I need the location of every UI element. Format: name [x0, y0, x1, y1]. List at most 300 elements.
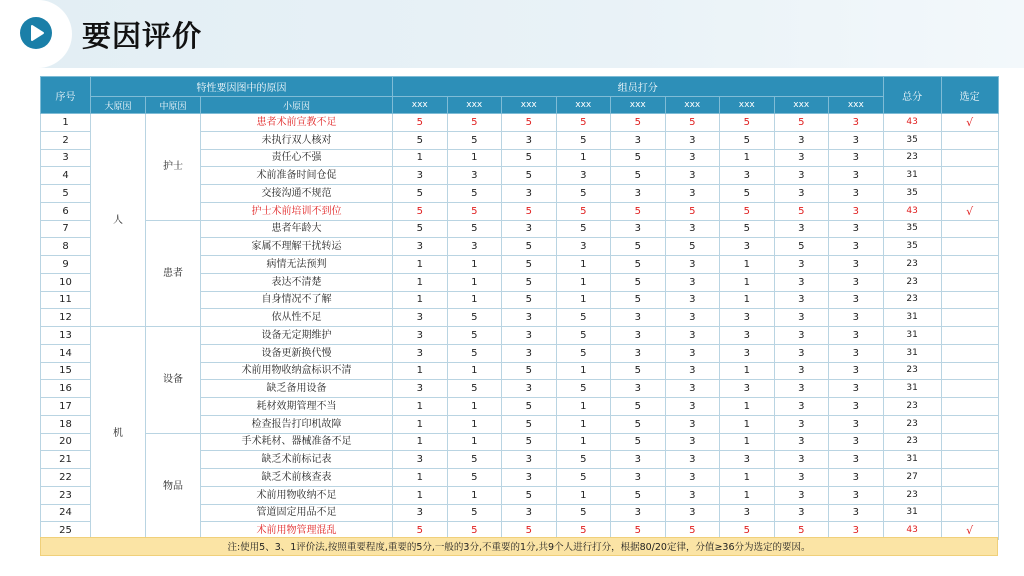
- score-cell: 3: [502, 469, 557, 487]
- score-cell: 5: [556, 202, 611, 220]
- selected-mark: [941, 291, 998, 309]
- score-cell: 1: [447, 256, 502, 274]
- score-cell: 5: [556, 309, 611, 327]
- small-cause-cell: 交接沟通不规范: [201, 185, 393, 203]
- score-cell: 5: [447, 451, 502, 469]
- score-cell: 1: [556, 398, 611, 416]
- score-cell: 5: [720, 220, 775, 238]
- row-number: 13: [41, 327, 91, 345]
- evaluation-table: [40, 76, 999, 540]
- score-cell: 3: [611, 380, 666, 398]
- small-cause-cell: 护士术前培训不到位: [201, 202, 393, 220]
- score-cell: 3: [720, 380, 775, 398]
- score-cell: 5: [556, 380, 611, 398]
- score-cell: 3: [720, 344, 775, 362]
- score-cell: 5: [611, 202, 666, 220]
- total-cell: 23: [883, 362, 941, 380]
- selected-mark: [941, 185, 998, 203]
- row-number: 3: [41, 149, 91, 167]
- selected-mark: [941, 167, 998, 185]
- score-cell: 3: [829, 114, 884, 132]
- score-cell: 5: [720, 522, 775, 540]
- total-cell: 31: [883, 344, 941, 362]
- selected-mark: [941, 398, 998, 416]
- score-cell: 3: [502, 131, 557, 149]
- selected-mark: [941, 238, 998, 256]
- score-cell: 3: [774, 469, 829, 487]
- col-rater: xxx: [720, 97, 775, 114]
- score-cell: 1: [720, 415, 775, 433]
- total-cell: 23: [883, 415, 941, 433]
- score-cell: 5: [611, 238, 666, 256]
- selected-mark: [941, 362, 998, 380]
- score-cell: 3: [611, 220, 666, 238]
- score-cell: 5: [502, 149, 557, 167]
- score-cell: 3: [665, 220, 720, 238]
- col-rater: xxx: [447, 97, 502, 114]
- total-cell: 23: [883, 273, 941, 291]
- small-cause-cell: 术前用物管理混乱: [201, 522, 393, 540]
- score-cell: 1: [447, 415, 502, 433]
- score-cell: 3: [611, 309, 666, 327]
- small-cause-cell: 责任心不强: [201, 149, 393, 167]
- score-cell: 5: [447, 202, 502, 220]
- score-cell: 5: [611, 291, 666, 309]
- score-cell: 3: [829, 362, 884, 380]
- small-cause-cell: 检查报告打印机故障: [201, 415, 393, 433]
- mid-cause-cell: 设备: [146, 327, 201, 434]
- selected-mark: [941, 380, 998, 398]
- mid-cause-cell: 物品: [146, 433, 201, 540]
- score-cell: 3: [393, 167, 448, 185]
- score-cell: 5: [611, 273, 666, 291]
- table-row: [41, 220, 999, 238]
- score-cell: 1: [447, 433, 502, 451]
- score-cell: 5: [447, 522, 502, 540]
- score-cell: 3: [665, 344, 720, 362]
- score-cell: 5: [774, 522, 829, 540]
- col-selected: 选定: [941, 77, 998, 114]
- row-number: 4: [41, 167, 91, 185]
- row-number: 6: [41, 202, 91, 220]
- score-cell: 3: [829, 202, 884, 220]
- row-number: 7: [41, 220, 91, 238]
- table-row: [41, 327, 999, 345]
- row-number: 25: [41, 522, 91, 540]
- score-cell: 1: [720, 256, 775, 274]
- selected-mark: [941, 451, 998, 469]
- score-cell: 3: [774, 504, 829, 522]
- row-number: 5: [41, 185, 91, 203]
- small-cause-cell: 缺乏术前标记表: [201, 451, 393, 469]
- total-cell: 35: [883, 131, 941, 149]
- score-cell: 5: [502, 202, 557, 220]
- total-cell: 27: [883, 469, 941, 487]
- row-number: 10: [41, 273, 91, 291]
- small-cause-cell: 家属不理解干扰转运: [201, 238, 393, 256]
- small-cause-cell: 手术耗材、器械准备不足: [201, 433, 393, 451]
- score-cell: 5: [665, 522, 720, 540]
- score-cell: 1: [393, 149, 448, 167]
- score-cell: 3: [829, 433, 884, 451]
- col-big-cause: 大原因: [91, 97, 146, 114]
- col-total: 总分: [883, 77, 941, 114]
- score-cell: 3: [393, 344, 448, 362]
- row-number: 22: [41, 469, 91, 487]
- score-cell: 1: [393, 486, 448, 504]
- score-cell: 3: [665, 327, 720, 345]
- row-number: 23: [41, 486, 91, 504]
- col-scores-group: 组员打分: [393, 77, 884, 97]
- score-cell: 3: [774, 149, 829, 167]
- total-cell: 35: [883, 220, 941, 238]
- score-cell: 3: [774, 486, 829, 504]
- score-cell: 3: [502, 504, 557, 522]
- row-number: 1: [41, 114, 91, 132]
- score-cell: 3: [665, 256, 720, 274]
- row-number: 24: [41, 504, 91, 522]
- row-number: 20: [41, 433, 91, 451]
- score-cell: 5: [611, 256, 666, 274]
- score-cell: 3: [829, 185, 884, 203]
- small-cause-cell: 未执行双人核对: [201, 131, 393, 149]
- score-cell: 5: [393, 202, 448, 220]
- score-cell: 5: [447, 380, 502, 398]
- score-cell: 3: [774, 433, 829, 451]
- total-cell: 43: [883, 522, 941, 540]
- score-cell: 5: [611, 415, 666, 433]
- score-cell: 3: [829, 220, 884, 238]
- small-cause-cell: 病情无法预判: [201, 256, 393, 274]
- score-cell: 1: [720, 433, 775, 451]
- score-cell: 1: [556, 433, 611, 451]
- score-cell: 3: [774, 327, 829, 345]
- score-cell: 5: [611, 398, 666, 416]
- total-cell: 23: [883, 256, 941, 274]
- total-cell: 31: [883, 380, 941, 398]
- score-cell: 3: [720, 309, 775, 327]
- score-cell: 3: [665, 362, 720, 380]
- score-cell: 3: [665, 167, 720, 185]
- score-cell: 3: [829, 167, 884, 185]
- selected-mark: [941, 149, 998, 167]
- score-cell: 5: [611, 167, 666, 185]
- total-cell: 23: [883, 398, 941, 416]
- selected-mark: [941, 327, 998, 345]
- page-title: 要因评价: [82, 19, 203, 53]
- small-cause-cell: 管道固定用品不足: [201, 504, 393, 522]
- score-cell: 3: [611, 451, 666, 469]
- score-cell: 5: [611, 149, 666, 167]
- small-cause-cell: 依从性不足: [201, 309, 393, 327]
- score-cell: 3: [611, 327, 666, 345]
- selected-mark: [941, 220, 998, 238]
- play-icon: [20, 17, 52, 49]
- selected-mark: [941, 504, 998, 522]
- score-cell: 5: [447, 504, 502, 522]
- col-seq: 序号: [41, 77, 91, 114]
- score-cell: 3: [502, 344, 557, 362]
- score-cell: 3: [774, 291, 829, 309]
- score-cell: 3: [665, 451, 720, 469]
- total-cell: 43: [883, 202, 941, 220]
- score-cell: 3: [665, 398, 720, 416]
- table-row: [41, 433, 999, 451]
- score-cell: 3: [829, 504, 884, 522]
- score-cell: 5: [447, 185, 502, 203]
- score-cell: 5: [611, 362, 666, 380]
- score-cell: 1: [393, 469, 448, 487]
- score-cell: 3: [774, 256, 829, 274]
- total-cell: 23: [883, 291, 941, 309]
- score-cell: 5: [720, 131, 775, 149]
- score-cell: 3: [774, 398, 829, 416]
- row-number: 16: [41, 380, 91, 398]
- score-cell: 3: [829, 415, 884, 433]
- score-cell: 3: [611, 185, 666, 203]
- score-cell: 3: [611, 469, 666, 487]
- mid-cause-cell: 护士: [146, 114, 201, 221]
- score-cell: 3: [393, 504, 448, 522]
- score-cell: 1: [556, 362, 611, 380]
- col-rater: xxx: [502, 97, 557, 114]
- row-number: 18: [41, 415, 91, 433]
- col-small-cause: 小原因: [201, 97, 393, 114]
- score-cell: 1: [720, 486, 775, 504]
- score-cell: 3: [774, 309, 829, 327]
- row-number: 9: [41, 256, 91, 274]
- score-cell: 3: [829, 327, 884, 345]
- score-cell: 3: [774, 415, 829, 433]
- selected-mark: [941, 309, 998, 327]
- col-mid-cause: 中原因: [146, 97, 201, 114]
- score-cell: 5: [774, 202, 829, 220]
- score-cell: 5: [502, 167, 557, 185]
- score-cell: 3: [829, 291, 884, 309]
- score-cell: 3: [829, 469, 884, 487]
- small-cause-cell: 缺乏术前核查表: [201, 469, 393, 487]
- score-cell: 3: [829, 309, 884, 327]
- selected-mark: [941, 256, 998, 274]
- score-cell: 1: [556, 256, 611, 274]
- score-cell: 3: [665, 149, 720, 167]
- score-cell: 5: [720, 202, 775, 220]
- row-number: 15: [41, 362, 91, 380]
- score-cell: 5: [447, 114, 502, 132]
- score-cell: 3: [774, 362, 829, 380]
- score-cell: 3: [665, 486, 720, 504]
- score-cell: 3: [774, 131, 829, 149]
- score-cell: 3: [829, 131, 884, 149]
- score-cell: 5: [502, 398, 557, 416]
- total-cell: 31: [883, 327, 941, 345]
- score-cell: 3: [720, 167, 775, 185]
- score-cell: 3: [556, 238, 611, 256]
- score-cell: 1: [556, 486, 611, 504]
- small-cause-cell: 缺乏备用设备: [201, 380, 393, 398]
- score-cell: 5: [774, 238, 829, 256]
- big-cause-cell: 人: [91, 114, 146, 327]
- score-cell: 3: [829, 451, 884, 469]
- col-rater: xxx: [829, 97, 884, 114]
- row-number: 11: [41, 291, 91, 309]
- score-cell: 3: [829, 398, 884, 416]
- score-cell: 3: [665, 291, 720, 309]
- score-cell: 1: [447, 291, 502, 309]
- total-cell: 31: [883, 504, 941, 522]
- score-cell: 3: [502, 220, 557, 238]
- score-cell: 1: [447, 486, 502, 504]
- selected-mark: [941, 131, 998, 149]
- score-cell: 3: [829, 273, 884, 291]
- score-cell: 5: [556, 451, 611, 469]
- selected-mark: [941, 273, 998, 291]
- score-cell: 5: [556, 327, 611, 345]
- selected-mark: [941, 469, 998, 487]
- score-cell: 3: [774, 220, 829, 238]
- score-cell: 5: [665, 202, 720, 220]
- score-cell: 3: [829, 380, 884, 398]
- score-cell: 5: [447, 220, 502, 238]
- score-cell: 3: [720, 451, 775, 469]
- small-cause-cell: 术前用物收纳盒标识不清: [201, 362, 393, 380]
- score-cell: 5: [447, 309, 502, 327]
- row-number: 14: [41, 344, 91, 362]
- score-cell: 5: [502, 362, 557, 380]
- col-rater: xxx: [393, 97, 448, 114]
- selected-mark: √: [941, 522, 998, 540]
- small-cause-cell: 自身情况不了解: [201, 291, 393, 309]
- score-cell: 5: [556, 185, 611, 203]
- score-cell: 3: [393, 451, 448, 469]
- score-cell: 5: [447, 469, 502, 487]
- score-cell: 3: [665, 415, 720, 433]
- total-cell: 43: [883, 114, 941, 132]
- score-cell: 3: [774, 344, 829, 362]
- score-cell: 5: [502, 486, 557, 504]
- score-cell: 5: [611, 433, 666, 451]
- score-cell: 1: [393, 273, 448, 291]
- score-cell: 5: [611, 114, 666, 132]
- table-row: [41, 114, 999, 132]
- footnote: 注:使用5、3、1评价法,按照重要程度,重要的5分,一般的3分,不重要的1分,共9个人进行打分，根据80/20定律，分值≥36分为选定的要因。: [40, 537, 998, 556]
- score-cell: 5: [393, 522, 448, 540]
- score-cell: 1: [393, 398, 448, 416]
- score-cell: 3: [720, 238, 775, 256]
- total-cell: 35: [883, 238, 941, 256]
- small-cause-cell: 表达不清楚: [201, 273, 393, 291]
- score-cell: 5: [556, 344, 611, 362]
- selected-mark: [941, 486, 998, 504]
- score-cell: 5: [556, 220, 611, 238]
- score-cell: 1: [720, 469, 775, 487]
- title-bar: [0, 0, 1024, 68]
- score-cell: 3: [665, 273, 720, 291]
- score-cell: 1: [393, 291, 448, 309]
- small-cause-cell: 患者年龄大: [201, 220, 393, 238]
- score-cell: 3: [502, 309, 557, 327]
- score-cell: 3: [665, 504, 720, 522]
- score-cell: 3: [447, 167, 502, 185]
- title-bar-badge: [0, 0, 72, 68]
- selected-mark: √: [941, 202, 998, 220]
- score-cell: 3: [829, 256, 884, 274]
- total-cell: 31: [883, 309, 941, 327]
- score-cell: 3: [556, 167, 611, 185]
- score-cell: 5: [502, 114, 557, 132]
- score-cell: 1: [556, 273, 611, 291]
- score-cell: 3: [774, 185, 829, 203]
- score-cell: 3: [665, 185, 720, 203]
- selected-mark: √: [941, 114, 998, 132]
- total-cell: 31: [883, 167, 941, 185]
- score-cell: 3: [829, 522, 884, 540]
- score-cell: 5: [447, 327, 502, 345]
- score-cell: 3: [502, 451, 557, 469]
- score-cell: 3: [447, 238, 502, 256]
- score-cell: 5: [665, 238, 720, 256]
- score-cell: 3: [829, 149, 884, 167]
- score-cell: 3: [393, 380, 448, 398]
- col-rater: xxx: [774, 97, 829, 114]
- score-cell: 1: [556, 415, 611, 433]
- score-cell: 5: [502, 291, 557, 309]
- total-cell: 35: [883, 185, 941, 203]
- score-cell: 1: [720, 398, 775, 416]
- score-cell: 3: [665, 433, 720, 451]
- score-cell: 5: [502, 433, 557, 451]
- score-cell: 3: [393, 327, 448, 345]
- score-cell: 5: [556, 504, 611, 522]
- score-cell: 5: [774, 114, 829, 132]
- score-cell: 5: [556, 131, 611, 149]
- col-rater: xxx: [556, 97, 611, 114]
- selected-mark: [941, 344, 998, 362]
- row-number: 12: [41, 309, 91, 327]
- score-cell: 1: [447, 273, 502, 291]
- score-cell: 1: [720, 291, 775, 309]
- selected-mark: [941, 433, 998, 451]
- score-cell: 1: [556, 149, 611, 167]
- score-cell: 5: [447, 344, 502, 362]
- score-cell: 5: [556, 114, 611, 132]
- score-cell: 3: [393, 309, 448, 327]
- score-cell: 5: [720, 114, 775, 132]
- score-cell: 3: [665, 309, 720, 327]
- score-cell: 3: [665, 131, 720, 149]
- total-cell: 31: [883, 451, 941, 469]
- score-cell: 3: [829, 486, 884, 504]
- score-cell: 3: [720, 504, 775, 522]
- score-cell: 3: [611, 344, 666, 362]
- score-cell: 3: [502, 327, 557, 345]
- selected-mark: [941, 415, 998, 433]
- score-cell: 5: [502, 238, 557, 256]
- score-cell: 5: [393, 131, 448, 149]
- score-cell: 5: [502, 415, 557, 433]
- score-cell: 1: [393, 362, 448, 380]
- total-cell: 23: [883, 486, 941, 504]
- small-cause-cell: 术前准备时间仓促: [201, 167, 393, 185]
- small-cause-cell: 设备更新换代慢: [201, 344, 393, 362]
- score-cell: 3: [774, 451, 829, 469]
- score-cell: 3: [502, 185, 557, 203]
- total-cell: 23: [883, 149, 941, 167]
- score-cell: 1: [720, 362, 775, 380]
- row-number: 2: [41, 131, 91, 149]
- score-cell: 5: [393, 114, 448, 132]
- score-cell: 1: [447, 398, 502, 416]
